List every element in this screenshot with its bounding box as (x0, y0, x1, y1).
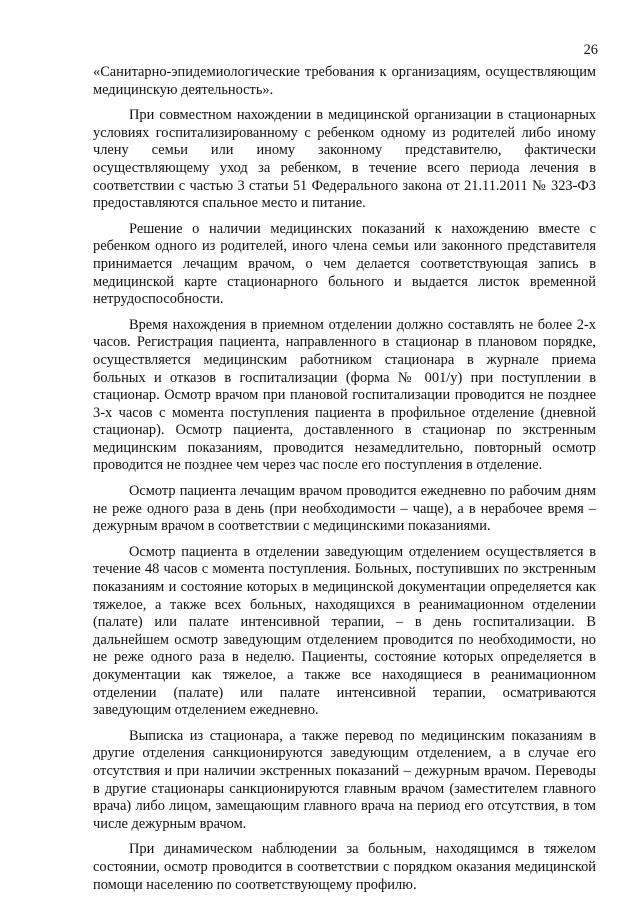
paragraph-7: Выписка из стационара, а также перевод по медицинским показаниям в другие отделения санкционируются заведующим отделением, а в случае его отсутствия и при наличии экстренных показаний – дежурным врачом. Переводы в другие стационары санкционируются главным врачом (заместителем главного врача) либо лицом, замещающим главного врача на период его отсутствия, в том числе дежурным врачом. (93, 727, 596, 832)
paragraph-8: При динамическом наблюдении за больным, находящимся в тяжелом состоянии, осмотр проводится в соответствии с порядком оказания медицинской помощи населению по соответствующему профилю. (93, 841, 596, 893)
paragraph-6: Осмотр пациента в отделении заведующим отделением осуществляется в течение 48 часов с момента поступления. Больных, поступивших по экстренным показаниям и состояние которых в медицинской документации определяется как тяжелое, а также всех больных, находящихся в реанимационном отделении (палате) или палате интенсивной терапии, – в день госпитализации. В дальнейшем осмотр заведующим отделением проводится по необходимости, но не реже одного раза в неделю. Пациенты, состояние которых определяется в документации как тяжелое, а также все находящиеся в реанимационном отделении (палате) или палате интенсивной терапии, осматриваются заведующим отделением ежедневно. (93, 543, 596, 719)
page-number: 26 (583, 42, 598, 58)
paragraph-2: При совместном нахождении в медицинской организации в стационарных условиях госпитализированному с ребенком одному из родителей либо иному члену семьи или иному законному представителю, фактически осуществляющему уход за ребенком, в течение всего периода лечения в соответствии с частью 3 статьи 51 Федерального закона от 21.11.2011 № 323-ФЗ предоставляются спальное место и питание. (93, 107, 596, 212)
document-body (93, 64, 596, 902)
paragraph-1: «Санитарно-эпидемиологические требования к организациям, осуществляющим медицинскую деятельность». (93, 64, 596, 98)
paragraph-5: Осмотр пациента лечащим врачом проводится ежедневно по рабочим дням не реже одного раза в день (при необходимости – чаще), а в нерабочее время – дежурным врачом в соответствии с медицинскими показаниями. (93, 483, 596, 535)
paragraph-3: Решение о наличии медицинских показаний к нахождению вместе с ребенком одного из родителей, иного члена семьи или законного представителя принимается лечащим врачом, о чем делается соответствующая запись в медицинской карте стационарного больного и выдается листок временной нетрудоспособности. (93, 220, 596, 308)
paragraph-4: Время нахождения в приемном отделении должно составлять не более 2-х часов. Регистрация пациента, направленного в стационар в плановом порядке, осуществляется медицинским работником стационара в журнале приема больных и отказов в госпитализации (форма № 001/у) при поступлении в стационар. Осмотр врачом при плановой госпитализации проводится не позднее 3-х часов с момента поступления пациента в профильное отделение (дневной стационар). Осмотр пациента, доставленного в стационар по экстренным медицинским показаниям, проводится незамедлительно, повторный осмотр проводится не позднее чем через час после его поступления в отделение. (93, 316, 596, 474)
